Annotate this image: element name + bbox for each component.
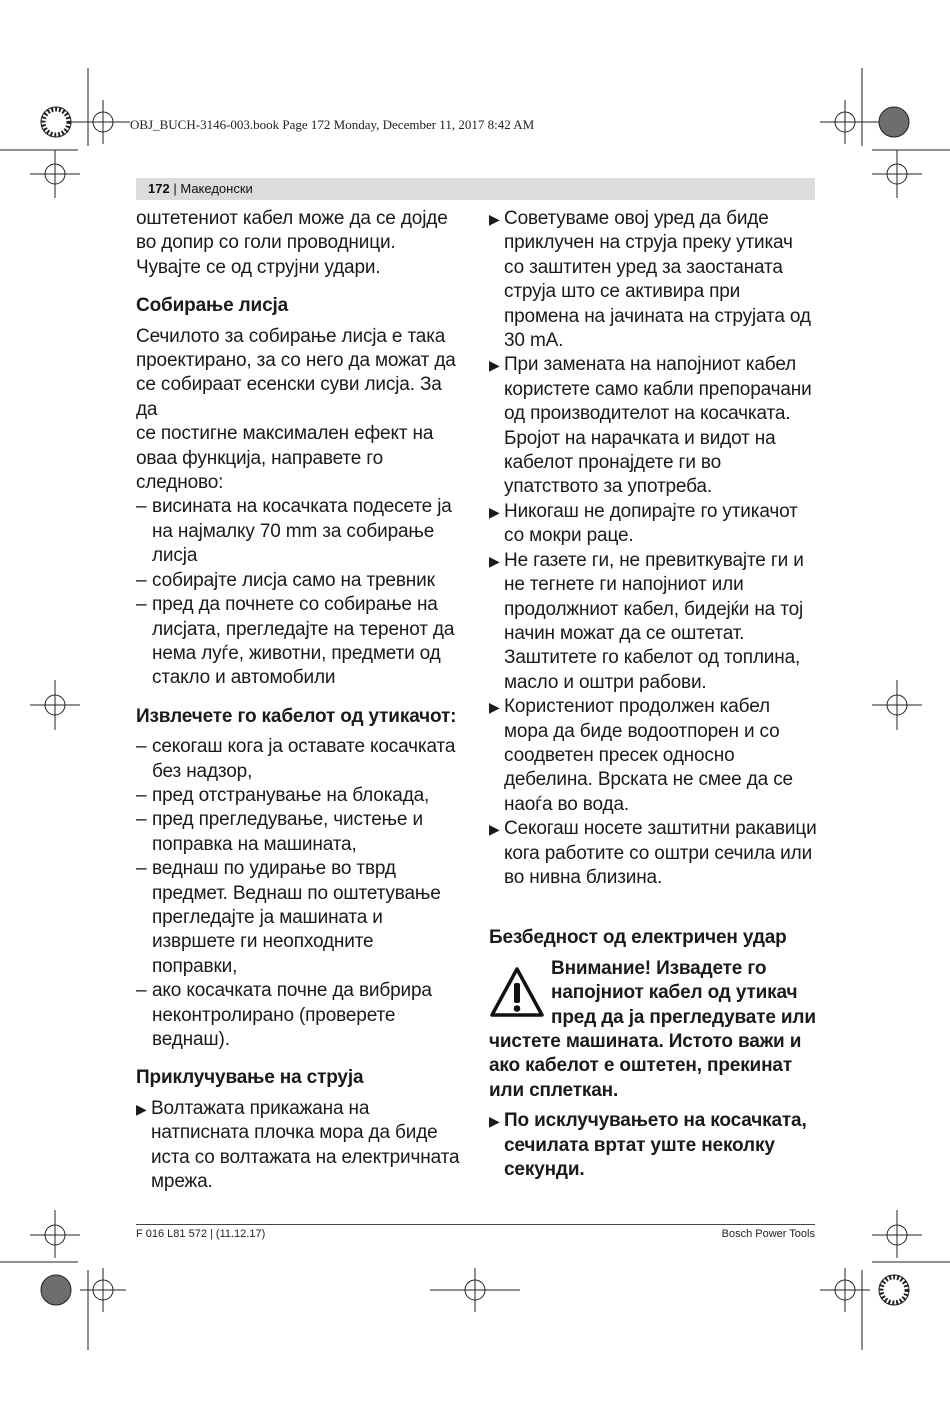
list-item: – собирајте лисја само на тревник xyxy=(136,569,466,593)
triangle-bullet-icon: ▶ xyxy=(136,1100,147,1117)
footer-divider xyxy=(136,1224,815,1225)
list-item: – веднаш по удирање во тврд предмет. Веднаш по оштетување прегледајте ја машината и извршете ги неопходните поправки, xyxy=(136,857,466,979)
header-language: Македонски xyxy=(180,181,253,196)
unplug-section-title: Извлечете го кабелот од утикачот: xyxy=(136,705,457,727)
triangle-bullet-icon: ▶ xyxy=(489,552,500,569)
list-item: – пред прегледување, чистење и поправка на машината, xyxy=(136,808,466,857)
list-item: – висината на косачката подесете ја на најмалку 70 mm за собирање лисја xyxy=(136,495,466,568)
footer-brand: Bosch Power Tools xyxy=(721,1228,815,1240)
left-column xyxy=(136,207,466,1194)
footer-doc-code: F 016 L81 572 | (11.12.17) xyxy=(136,1228,266,1240)
bullet-item: ▶ Никогаш не допирајте го утикачот со мокри раце. xyxy=(489,500,798,547)
bullet-item: ▶ Советуваме овој уред да биде приклучен на струја преку утикач со заштитен уред за заостаната струја што се активира при промена на јачината на струјата од 30 mA. xyxy=(489,208,811,352)
bullet-item: ▶ Не газете ги, не превиткувајте ги и не тегнете ги напојниот или продолжниот кабел, бидејќи на тој начин можат да се оштетат. Заштитете го кабелот од топлина, масло и оштри рабови. xyxy=(489,549,804,693)
header-separator: | xyxy=(173,181,177,196)
bullet-item: ▶ При замената на напојниот кабел користете само кабли препорачани од производителот на косачката. Бројот на нарачката и видот на кабелот пронајдете ги во упатството за употреба. xyxy=(489,354,812,498)
list-item: – ако косачката почне да вибрира неконтролирано (проверете веднаш). xyxy=(136,979,466,1052)
list-item: – пред да почнете со собирање на лисјата, прегледајте на теренот да нема луѓе, животни, предмети од стакло и автомобили xyxy=(136,593,466,691)
list-item: – секогаш кога ја оставате косачката без надзор, xyxy=(136,735,466,784)
header-text xyxy=(148,181,253,196)
safety-section-title: Безбедност од електричен удар xyxy=(489,927,787,949)
bullet-item: ▶ Користениот продолжен кабел мора да биде водоотпорен и со соодветен пресек односно дебелина. Врската не смее да се наоѓа во вода. xyxy=(489,696,793,815)
triangle-bullet-icon: ▶ xyxy=(489,503,500,520)
bold-bullet-item: ▶ По исклучувањето на косачката, сечилата вртат уште неколку секунди. xyxy=(489,1110,807,1181)
right-column xyxy=(489,207,819,1182)
triangle-bullet-icon: ▶ xyxy=(489,1113,500,1130)
page-header xyxy=(136,178,815,200)
triangle-bullet-icon: ▶ xyxy=(489,357,500,374)
power-section-title: Приклучување на струја xyxy=(136,1067,364,1089)
printer-file-info: OBJ_BUCH-3146-003.book Page 172 Monday, December 11, 2017 8:42 AM xyxy=(130,117,535,132)
bullet-item: ▶ Волтажата прикажана на натписната плочка мора да биде иста со волтажата на електричната мрежа. xyxy=(136,1097,460,1193)
list-item: – пред отстранување на блокада, xyxy=(136,784,466,808)
triangle-bullet-icon: ▶ xyxy=(489,211,500,227)
triangle-bullet-icon: ▶ xyxy=(489,699,500,716)
intro-paragraph: оштетениот кабел може да се дојде во допир со голи проводници. Чувајте се од струјни удари. xyxy=(136,208,448,278)
leaf-section-title: Собирање лисја xyxy=(136,295,289,317)
triangle-bullet-icon: ▶ xyxy=(489,821,500,838)
bullet-item: ▶ Секогаш носете заштитни ракавици кога работите со оштри сечила или во нивна близина. xyxy=(489,818,817,888)
warning-block: Внимание! Извадете го напојниот кабел од утикач пред да ја прегледувате или чистете машината. Истото важи и ако кабелот е оштетен, прекинат или сплеткан. xyxy=(489,957,816,1101)
warning-triangle-icon xyxy=(489,961,545,1025)
leaf-section-body: Сечилото за собирање лисја е така проектирано, за со него да можат да се собираат есенски суви лисја. За да се постигне максимален ефект на оваа функција, направете го следново: xyxy=(136,325,456,494)
page-number: 172 xyxy=(148,181,170,196)
